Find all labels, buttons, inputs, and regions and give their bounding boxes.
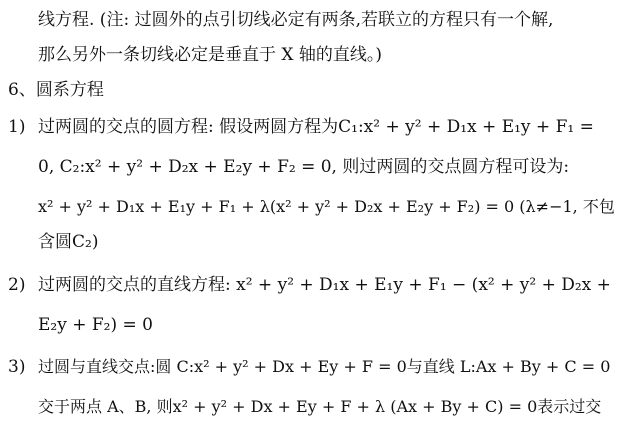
line-text: 那么另外一条切线必定是垂直于 X 轴的直线。) bbox=[38, 45, 383, 65]
text-line bbox=[0, 395, 624, 419]
line-text: E₂y + F₂) = 0 bbox=[38, 315, 153, 335]
line-text: 交于两点 A、B, 则x² + y² + Dx + Ey + F + λ (Ax + By + C) = 0表示过交 bbox=[38, 397, 602, 416]
line-text: 过两圆的交点的圆方程: 假设两圆方程为C₁:x² + y² + D₁x + E₁y + F₁ = bbox=[38, 117, 594, 137]
item-number: 3) bbox=[8, 357, 26, 377]
text-line bbox=[0, 195, 624, 219]
text-line bbox=[0, 155, 624, 179]
line-text: 0, C₂:x² + y² + D₂x + E₂y + F₂ = 0, 则过两圆的交点圆方程可设为: bbox=[38, 157, 570, 177]
section-heading bbox=[0, 78, 624, 102]
text-line bbox=[0, 313, 624, 337]
line-text: x² + y² + D₁x + E₁y + F₁ + λ(x² + y² + D₂x + E₂y + F₂) = 0 (λ≠−1, 不包 bbox=[38, 197, 615, 216]
text-line bbox=[0, 8, 624, 32]
heading-text: 6、圆系方程 bbox=[8, 80, 104, 100]
text-line bbox=[0, 43, 624, 67]
list-item bbox=[0, 115, 624, 139]
list-item bbox=[0, 273, 624, 297]
item-number: 1) bbox=[8, 117, 26, 137]
list-item bbox=[0, 355, 624, 379]
line-text: 含圆C₂) bbox=[38, 232, 99, 252]
line-text: 过圆与直线交点:圆 C:x² + y² + Dx + Ey + F = 0与直线 L:Ax + By + C = 0 bbox=[38, 357, 611, 376]
item-number: 2) bbox=[8, 275, 26, 295]
line-text: 线方程. (注: 过圆外的点引切线必定有两条,若联立的方程只有一个解, bbox=[38, 10, 554, 30]
text-line bbox=[0, 230, 624, 254]
line-text: 过两圆的交点的直线方程: x² + y² + D₁x + E₁y + F₁ − (x² + y² + D₂x + bbox=[38, 275, 611, 295]
